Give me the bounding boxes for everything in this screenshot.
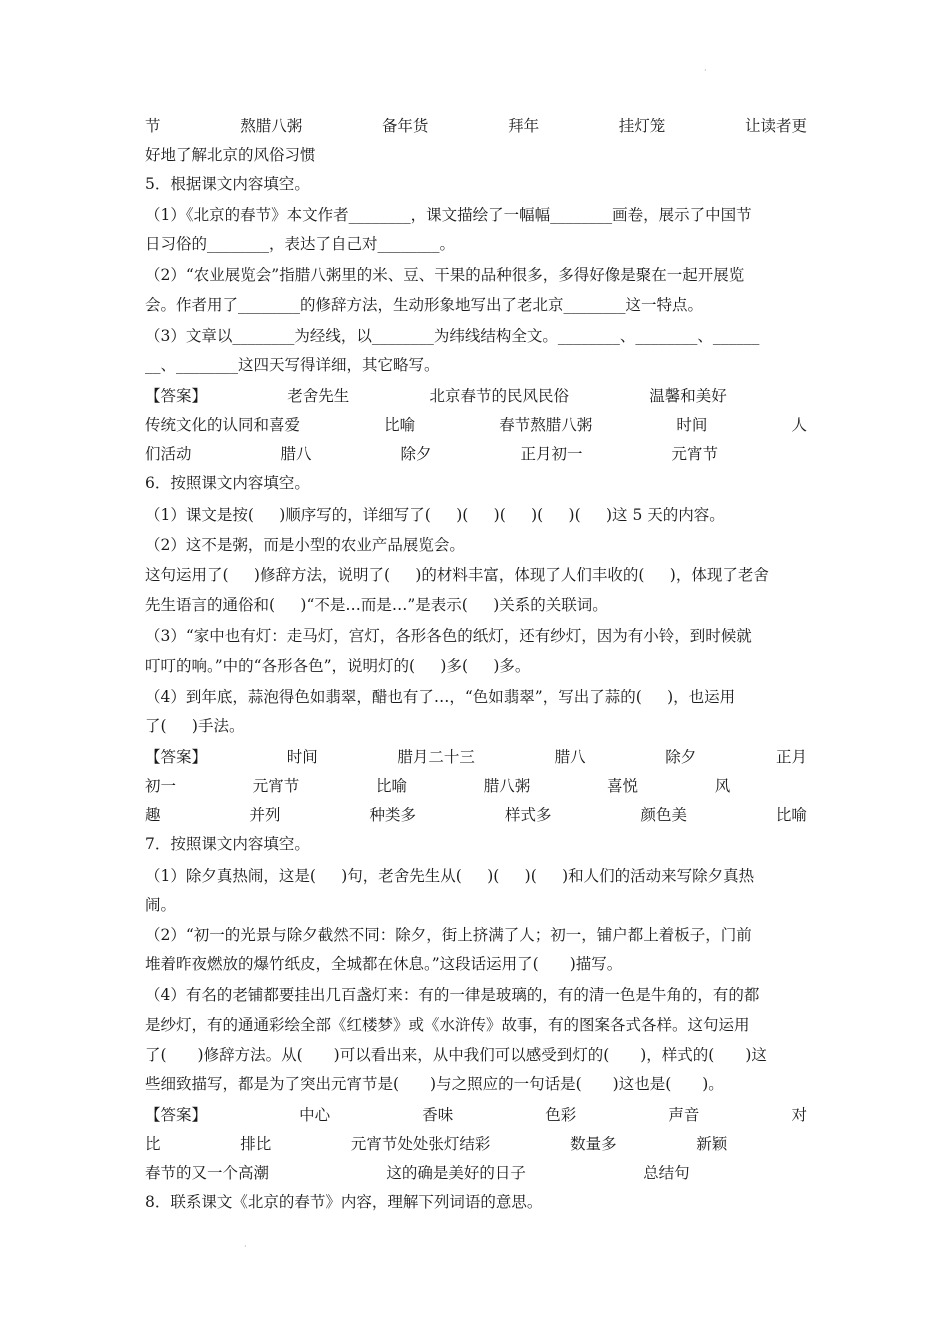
answer-item: 除夕 xyxy=(665,748,697,766)
answer-item: 正月初一 xyxy=(520,445,583,463)
answer-item: 春节熬腊八粥 xyxy=(499,416,593,434)
text-line xyxy=(145,714,807,738)
answer-item: 香味 xyxy=(422,1106,454,1124)
answer-item: 初一 xyxy=(145,777,177,795)
answer-item: 腊八 xyxy=(554,748,586,766)
line-text: 堆着昨夜燃放的爆竹纸皮，全城都在休息。”这段话运用了( )描写。 xyxy=(145,955,623,973)
text-line xyxy=(145,864,807,888)
text-line xyxy=(145,263,807,287)
text-line xyxy=(145,952,807,976)
answer-row xyxy=(145,1161,807,1185)
text-line xyxy=(145,1190,807,1214)
text-line xyxy=(145,203,807,227)
answer-row xyxy=(145,413,807,437)
text-line xyxy=(145,593,807,617)
answer-item: 节 xyxy=(145,117,161,135)
answer-item: 腊八粥 xyxy=(483,777,531,795)
answer-item: 数量多 xyxy=(570,1135,617,1153)
answer-item: 【答案】 xyxy=(145,387,208,405)
line-text: 好地了解北京的风俗习惯 xyxy=(145,146,316,164)
line-text: 7．按照课文内容填空。 xyxy=(145,835,310,853)
bottom-mark: · xyxy=(244,1242,247,1251)
answer-item: 人 xyxy=(791,416,807,434)
line-text: （4）到年底，蒜泡得色如翡翠，醋也有了…，“色如翡翠”，写出了蒜的( )，也运用 xyxy=(145,688,736,706)
line-text: 些细致描写，都是为了突出元宵节是( )与之照应的一句话是( )这也是( )。 xyxy=(145,1075,724,1093)
text-line xyxy=(145,893,807,917)
line-text: 6．按照课文内容填空。 xyxy=(145,474,310,492)
line-text: （1）除夕真热闹，这是( )句，老舍先生从( )( )( )和人们的活动来写除夕真热 xyxy=(145,867,755,885)
answer-row xyxy=(145,745,807,769)
answer-item: 【答案】 xyxy=(145,748,208,766)
answer-item: 声音 xyxy=(668,1106,700,1124)
text-line xyxy=(145,172,807,196)
text-line xyxy=(145,293,807,317)
answer-item: 北京春节的民风民俗 xyxy=(429,387,570,405)
text-line xyxy=(145,832,807,856)
line-text: （3）文章以________为经线，以________为纬线结构全文。________、________、______ xyxy=(145,327,760,345)
text-line xyxy=(145,143,807,167)
answer-row xyxy=(145,1103,807,1127)
line-text: 叮叮的响。”中的“各形各色”，说明灯的( )多( )多。 xyxy=(145,657,531,675)
answer-item: 让读者更 xyxy=(744,117,807,135)
answer-item: 挂灯笼 xyxy=(618,117,666,135)
answer-item: 传统文化的认同和喜爱 xyxy=(145,416,301,434)
answer-item: 正月 xyxy=(775,748,807,766)
text-line xyxy=(145,1043,807,1067)
line-text: （2）这不是粥，而是小型的农业产品展览会。 xyxy=(145,536,465,554)
text-line xyxy=(145,503,807,527)
answer-item: 排比 xyxy=(240,1135,272,1153)
answer-item: 并列 xyxy=(249,806,281,824)
answer-item: 比喻 xyxy=(775,806,807,824)
answer-item: 们活动 xyxy=(145,445,192,463)
answer-item: 样式多 xyxy=(504,806,552,824)
text-line xyxy=(145,353,807,377)
line-text: （2）“农业展览会”指腊八粥里的米、豆、干果的品种很多，多得好像是聚在一起开展览 xyxy=(145,266,745,284)
answer-item: 腊月二十三 xyxy=(397,748,475,766)
answer-row xyxy=(145,384,807,408)
line-text: 这句运用了( )修辞方法，说明了( )的材料丰富，体现了人们丰收的( )，体现了老舍 xyxy=(145,566,769,584)
answer-item: 比喻 xyxy=(384,416,416,434)
text-line xyxy=(145,563,807,587)
top-mark: · xyxy=(704,66,707,75)
answer-row xyxy=(145,1132,807,1156)
line-text: 了( )手法。 xyxy=(145,717,245,735)
answer-item: 温馨和美好 xyxy=(649,387,727,405)
line-text: 是纱灯，有的通通彩绘全部《红楼梦》或《水浒传》故事，有的图案各式各样。这句运用 xyxy=(145,1016,750,1034)
line-text: 日习俗的________，表达了自己对________。 xyxy=(145,235,456,253)
line-text: 先生语言的通俗和( )“不是…而是…”是表示( )关系的关联词。 xyxy=(145,596,608,614)
line-text: 了( )修辞方法。从( )可以看出来，从中我们可以感受到灯的( )，样式的( )这 xyxy=(145,1046,767,1064)
answer-item: 元宵节处处张灯结彩 xyxy=(350,1135,491,1153)
answer-item: 【答案】 xyxy=(145,1106,208,1124)
text-line xyxy=(145,324,807,348)
answer-item: 春节的又一个高潮 xyxy=(145,1164,270,1182)
line-text: （4）有名的老铺都要挂出几百盏灯来：有的一律是玻璃的，有的清一色是牛角的，有的都 xyxy=(145,986,760,1004)
line-text: 闹。 xyxy=(145,896,177,914)
answer-item: 比喻 xyxy=(376,777,408,795)
line-text: （3）“家中也有灯：走马灯，宫灯，各形各色的纸灯，还有纱灯，因为有小铃，到时候就 xyxy=(145,627,752,645)
answer-item: 中心 xyxy=(299,1106,331,1124)
answer-item: 风 xyxy=(714,777,731,795)
answer-item: 这的确是美好的日子 xyxy=(386,1164,526,1182)
line-text: （1）课文是按( )顺序写的，详细写了( )( )( )( )( )这 5 天的内容。 xyxy=(145,506,725,524)
text-line xyxy=(145,654,807,678)
line-text: （2）“初一的光景与除夕截然不同：除夕，街上挤满了人；初一，铺户都上着板子，门前 xyxy=(145,926,752,944)
answer-item: 拜年 xyxy=(508,117,540,135)
text-line xyxy=(145,1072,807,1096)
answer-item: 种类多 xyxy=(369,806,416,824)
text-line xyxy=(145,983,807,1007)
line-text: 8．联系课文《北京的春节》内容，理解下列词语的意思。 xyxy=(145,1193,543,1211)
answer-item: 老舍先生 xyxy=(287,387,350,405)
answer-row xyxy=(145,442,807,466)
answer-item: 色彩 xyxy=(545,1106,577,1124)
answer-item: 熬腊八粥 xyxy=(240,117,303,135)
answer-row xyxy=(145,803,807,827)
answer-item: 元宵节 xyxy=(252,777,300,795)
answer-item: 对 xyxy=(791,1106,807,1124)
answer-item: 新颖 xyxy=(696,1135,728,1153)
line-text: 5．根据课文内容填空。 xyxy=(145,175,310,193)
answer-row xyxy=(145,114,807,138)
answer-item: 元宵节 xyxy=(671,445,719,463)
line-text: （1）《北京的春节》本文作者________，课文描绘了一幅幅________画卷，展示了中国节 xyxy=(145,206,752,224)
text-line xyxy=(145,624,807,648)
answer-item: 颜色美 xyxy=(640,806,687,824)
text-line xyxy=(145,471,807,495)
answer-item: 趣 xyxy=(145,806,161,824)
text-line xyxy=(145,685,807,709)
answer-item: 腊八 xyxy=(280,445,312,463)
answer-row xyxy=(145,774,807,798)
text-line xyxy=(145,1013,807,1037)
answer-item: 喜悦 xyxy=(607,777,639,795)
line-text: __、________这四天写得详细，其它略写。 xyxy=(145,356,440,374)
answer-item: 备年货 xyxy=(381,117,429,135)
answer-item: 时间 xyxy=(676,416,708,434)
answer-item: 比 xyxy=(145,1135,161,1153)
text-line xyxy=(145,533,807,557)
text-line xyxy=(145,232,807,256)
answer-item: 时间 xyxy=(286,748,318,766)
text-line xyxy=(145,923,807,947)
answer-item: 总结句 xyxy=(643,1164,690,1182)
answer-item: 除夕 xyxy=(400,445,432,463)
line-text: 会。作者用了________的修辞方法，生动形象地写出了老北京________这一特点。 xyxy=(145,296,704,314)
